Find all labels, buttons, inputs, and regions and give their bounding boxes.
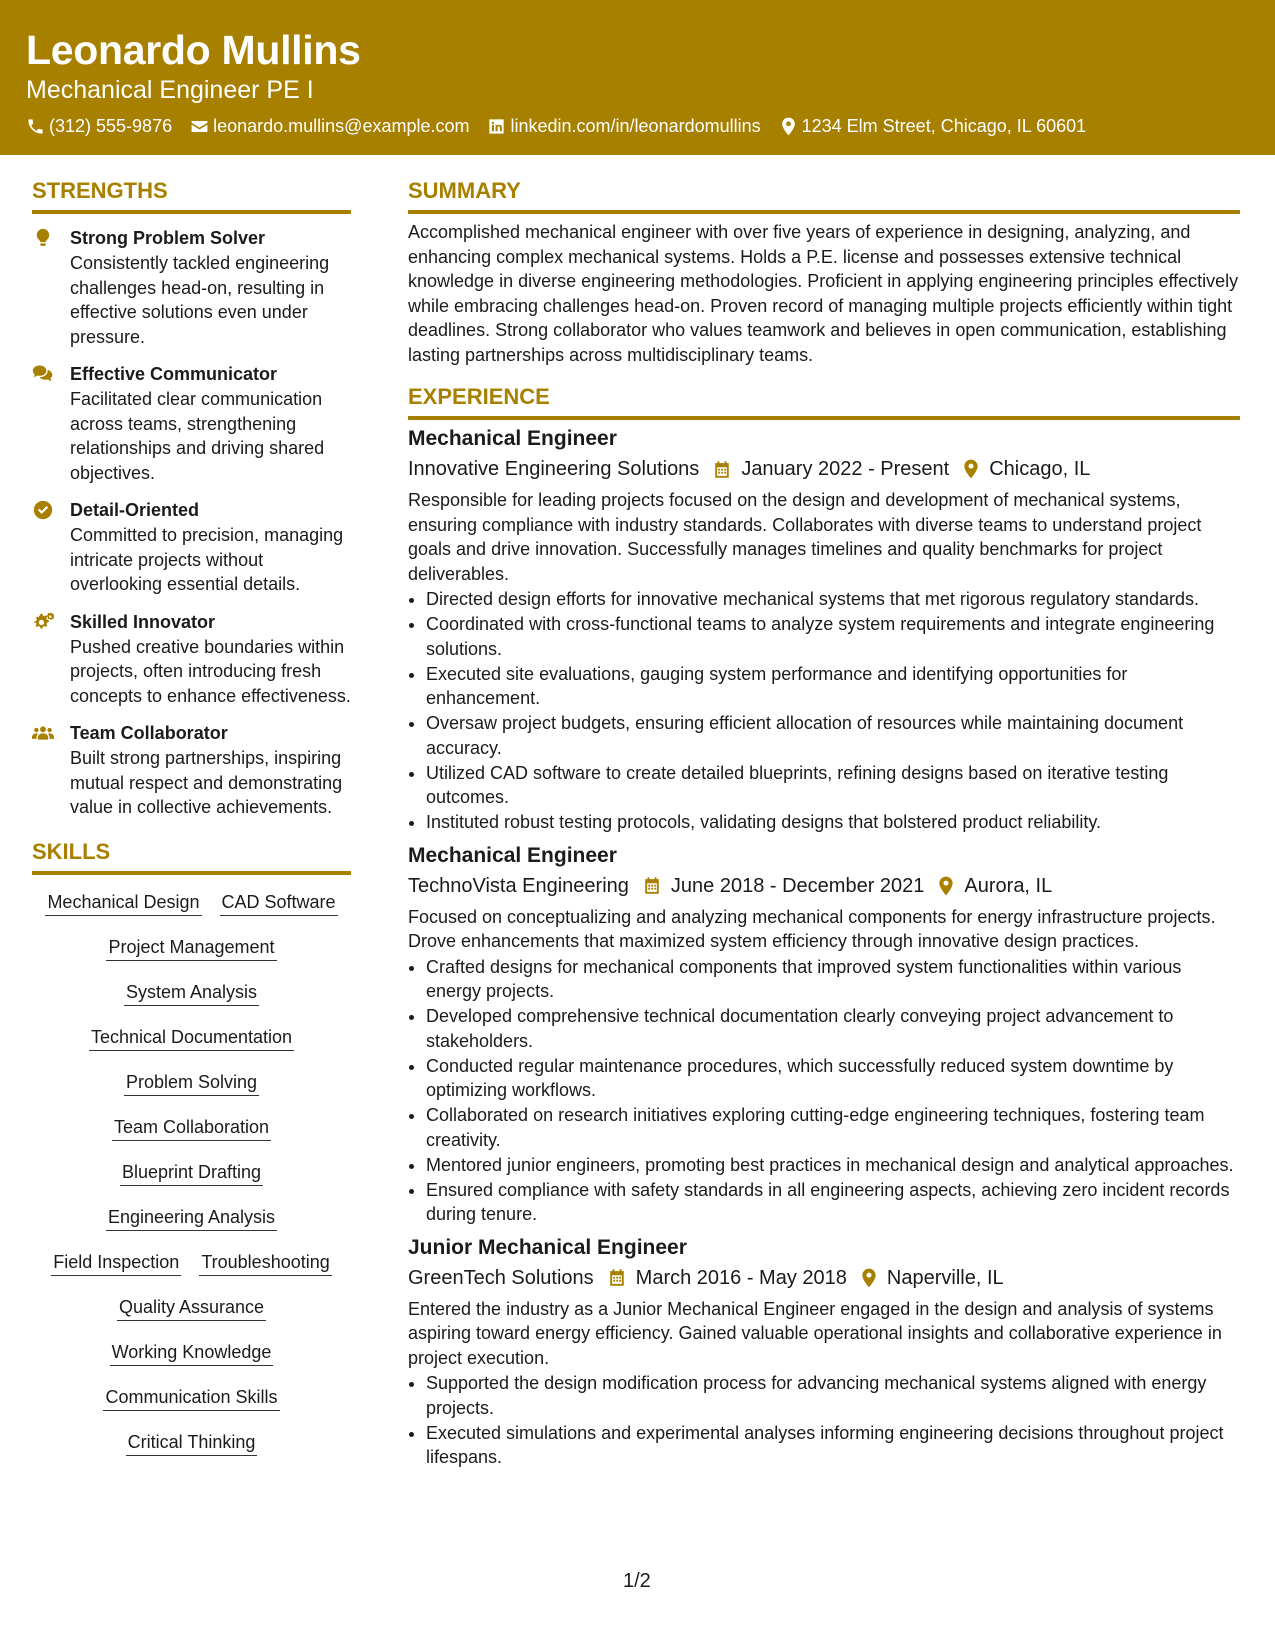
contact-bar: [26, 114, 1249, 138]
email-text: leonardo.mullins@example.com: [213, 116, 470, 136]
phone-text: (312) 555-9876: [49, 116, 173, 136]
experience-heading: EXPERIENCE: [408, 378, 1240, 420]
map-pin-icon: [779, 117, 798, 136]
left-column: [32, 172, 351, 1472]
job-location: Chicago, IL: [989, 458, 1091, 480]
address-text: 1234 Elm Street, Chicago, IL 60601: [801, 116, 1087, 136]
map-pin-icon: [861, 1268, 877, 1288]
right-column: [408, 172, 1240, 1476]
skill-tag: Blueprint Drafting: [120, 1160, 263, 1186]
skill-tag: Mechanical Design: [45, 890, 201, 916]
strength-item: [32, 362, 351, 485]
strength-description: Built strong partnerships, inspiring mutual respect and demonstrating value in collective achievements.: [70, 748, 343, 817]
skill-tag: Technical Documentation: [89, 1025, 294, 1051]
strengths-heading: STRENGTHS: [32, 172, 351, 214]
gears-icon: [32, 612, 54, 632]
linkedin-icon: [487, 117, 506, 136]
achievement-item: • Directed design efforts for innovative mechanical systems that met rigorous regulatory standards.: [426, 587, 1240, 612]
job-achievements: [408, 587, 1240, 835]
job-entry: [408, 424, 1240, 835]
strengths-list: [32, 226, 351, 820]
contact-email[interactable]: [190, 114, 469, 138]
skill-tag: Working Knowledge: [110, 1340, 274, 1366]
job-company: TechnoVista Engineering: [408, 874, 629, 897]
job-entry: [408, 1233, 1240, 1470]
strength-description: Committed to precision, managing intricate projects without overlooking essential details.: [70, 525, 344, 594]
strength-item: [32, 226, 351, 349]
skill-tag: Troubleshooting: [199, 1250, 331, 1276]
strength-item: [32, 721, 351, 820]
resume-header: [0, 0, 1275, 155]
job-meta: [408, 871, 1240, 901]
strength-description: Facilitated clear communication across teams, strengthening relationships and driving shared objectives.: [70, 389, 325, 483]
page-number: 1/2: [623, 1570, 651, 1592]
strength-item: [32, 498, 351, 597]
achievement-item: • Developed comprehensive technical documentation clearly conveying project advancement to stakeholders.: [426, 1004, 1240, 1053]
comments-icon: [32, 364, 54, 384]
users-icon: [32, 723, 54, 743]
strength-description: Pushed creative boundaries within projects, often introducing fresh concepts to enhance effectiveness.: [70, 636, 351, 706]
map-pin-icon: [938, 876, 954, 896]
strength-title: Detail-Oriented: [70, 500, 200, 520]
achievement-item: • Executed site evaluations, gauging system performance and identifying opportunities for enhancement.: [426, 662, 1240, 711]
skill-tag: Engineering Analysis: [106, 1205, 277, 1231]
skill-tag: Quality Assurance: [117, 1295, 266, 1321]
contact-address: [779, 114, 1087, 138]
job-position: Junior Mechanical Engineer: [408, 1235, 687, 1259]
summary-heading: SUMMARY: [408, 172, 1240, 214]
skills-list: [32, 887, 351, 1472]
job-position: Mechanical Engineer: [408, 427, 617, 450]
job-location: Naperville, IL: [886, 1266, 1004, 1289]
contact-linkedin[interactable]: [487, 114, 760, 138]
job-meta: [408, 454, 1240, 484]
job-company: Innovative Engineering Solutions: [408, 458, 700, 480]
achievement-item: • Instituted robust testing protocols, validating designs that bolstered product reliability.: [426, 810, 1240, 835]
check-circle-icon: [32, 500, 54, 520]
envelope-icon: [190, 117, 209, 136]
skills-heading: SKILLS: [32, 833, 351, 875]
job-description: Focused on conceptualizing and analyzing mechanical components for energy infrastructure projects. Drove enhancements that maximized system efficiency through innovative design practices.: [408, 906, 1216, 951]
strength-title: Team Collaborator: [70, 723, 228, 743]
achievement-item: • Collaborated on research initiatives exploring cutting-edge engineering techniques, fostering team creativity.: [426, 1103, 1240, 1152]
lightbulb-icon: [32, 228, 54, 248]
calendar-icon: [643, 876, 661, 895]
skill-tag: CAD Software: [220, 890, 338, 916]
job-position: Mechanical Engineer: [408, 843, 617, 867]
job-title: Mechanical Engineer PE I: [26, 76, 314, 104]
strength-title: Strong Problem Solver: [70, 228, 266, 248]
candidate-name: Leonardo Mullins: [26, 27, 361, 73]
strength-description: Consistently tackled engineering challenges head-on, resulting in effective solutions even under pressure.: [70, 253, 330, 347]
job-description: Responsible for leading projects focused on the design and development of mechanical systems, ensuring compliance with industry standards. Collaborates with diverse teams to understand project goals and drive innovation. Successfully manages timelines and quality benchmarks for project deliverables.: [408, 490, 1202, 584]
achievement-item: • Supported the design modification process for advancing mechanical systems aligned with energy projects.: [426, 1371, 1240, 1420]
map-pin-icon: [963, 459, 979, 479]
job-meta: [408, 1263, 1240, 1293]
contact-phone[interactable]: [26, 114, 172, 138]
skill-tag: Project Management: [106, 935, 276, 961]
skill-tag: Communication Skills: [103, 1385, 279, 1411]
achievement-item: • Oversaw project budgets, ensuring efficient allocation of resources while maintaining document accuracy.: [426, 711, 1240, 760]
strength-title: Effective Communicator: [70, 364, 278, 384]
calendar-icon: [713, 460, 731, 479]
skill-tag: Field Inspection: [51, 1250, 181, 1276]
linkedin-text: linkedin.com/in/leonardomullins: [510, 116, 761, 136]
achievement-item: • Conducted regular maintenance procedures, which successfully reduced system downtime by optimizing workflows.: [426, 1054, 1240, 1103]
achievement-item: • Mentored junior engineers, promoting best practices in mechanical design and analytical approaches.: [426, 1153, 1240, 1178]
job-dates: June 2018 - December 2021: [670, 874, 925, 897]
job-achievements: [408, 955, 1240, 1227]
skill-tag: Problem Solving: [124, 1070, 259, 1096]
job-entry: [408, 841, 1240, 1227]
job-location: Aurora, IL: [964, 874, 1053, 897]
job-description: Entered the industry as a Junior Mechanical Engineer engaged in the design and analysis of systems aspiring toward energy efficiency. Gained valuable operational insights and collaborative experience in project execution.: [408, 1298, 1222, 1368]
job-dates: January 2022 - Present: [741, 458, 950, 480]
achievement-item: • Coordinated with cross-functional teams to analyze system requirements and integrate engineering solutions.: [426, 612, 1240, 661]
phone-icon: [26, 117, 45, 136]
strength-item: [32, 610, 351, 709]
achievement-item: • Utilized CAD software to create detailed blueprints, refining designs based on iterative testing outcomes.: [426, 761, 1240, 810]
calendar-icon: [608, 1268, 626, 1287]
skill-tag: System Analysis: [124, 980, 259, 1006]
achievement-item: • Ensured compliance with safety standards in all engineering aspects, achieving zero incident records during tenure.: [426, 1178, 1240, 1227]
skill-tag: Team Collaboration: [112, 1115, 271, 1141]
strength-title: Skilled Innovator: [70, 611, 216, 632]
summary-text: Accomplished mechanical engineer with over five years of experience in designing, analyzing, and enhancing complex mechanical systems. Holds a P.E. license and possesses extensive technical knowledge in diverse engineering methodologies. Proficient in applying engineering principles effectively while embracing challenges head-on. Proven record of managing multiple projects efficiently within tight deadlines. Strong collaborator who values teamwork and believes in open communication, establishing lasting partnerships across multidisciplinary teams.: [408, 222, 1239, 365]
achievement-item: • Crafted designs for mechanical components that improved system functionalities within various energy projects.: [426, 955, 1240, 1004]
job-company: GreenTech Solutions: [408, 1266, 594, 1289]
job-dates: March 2016 - May 2018: [635, 1266, 847, 1289]
skill-tag: Critical Thinking: [126, 1430, 258, 1456]
job-achievements: [408, 1371, 1240, 1470]
achievement-item: • Executed simulations and experimental analyses informing engineering decisions throughout project lifespans.: [426, 1421, 1240, 1470]
